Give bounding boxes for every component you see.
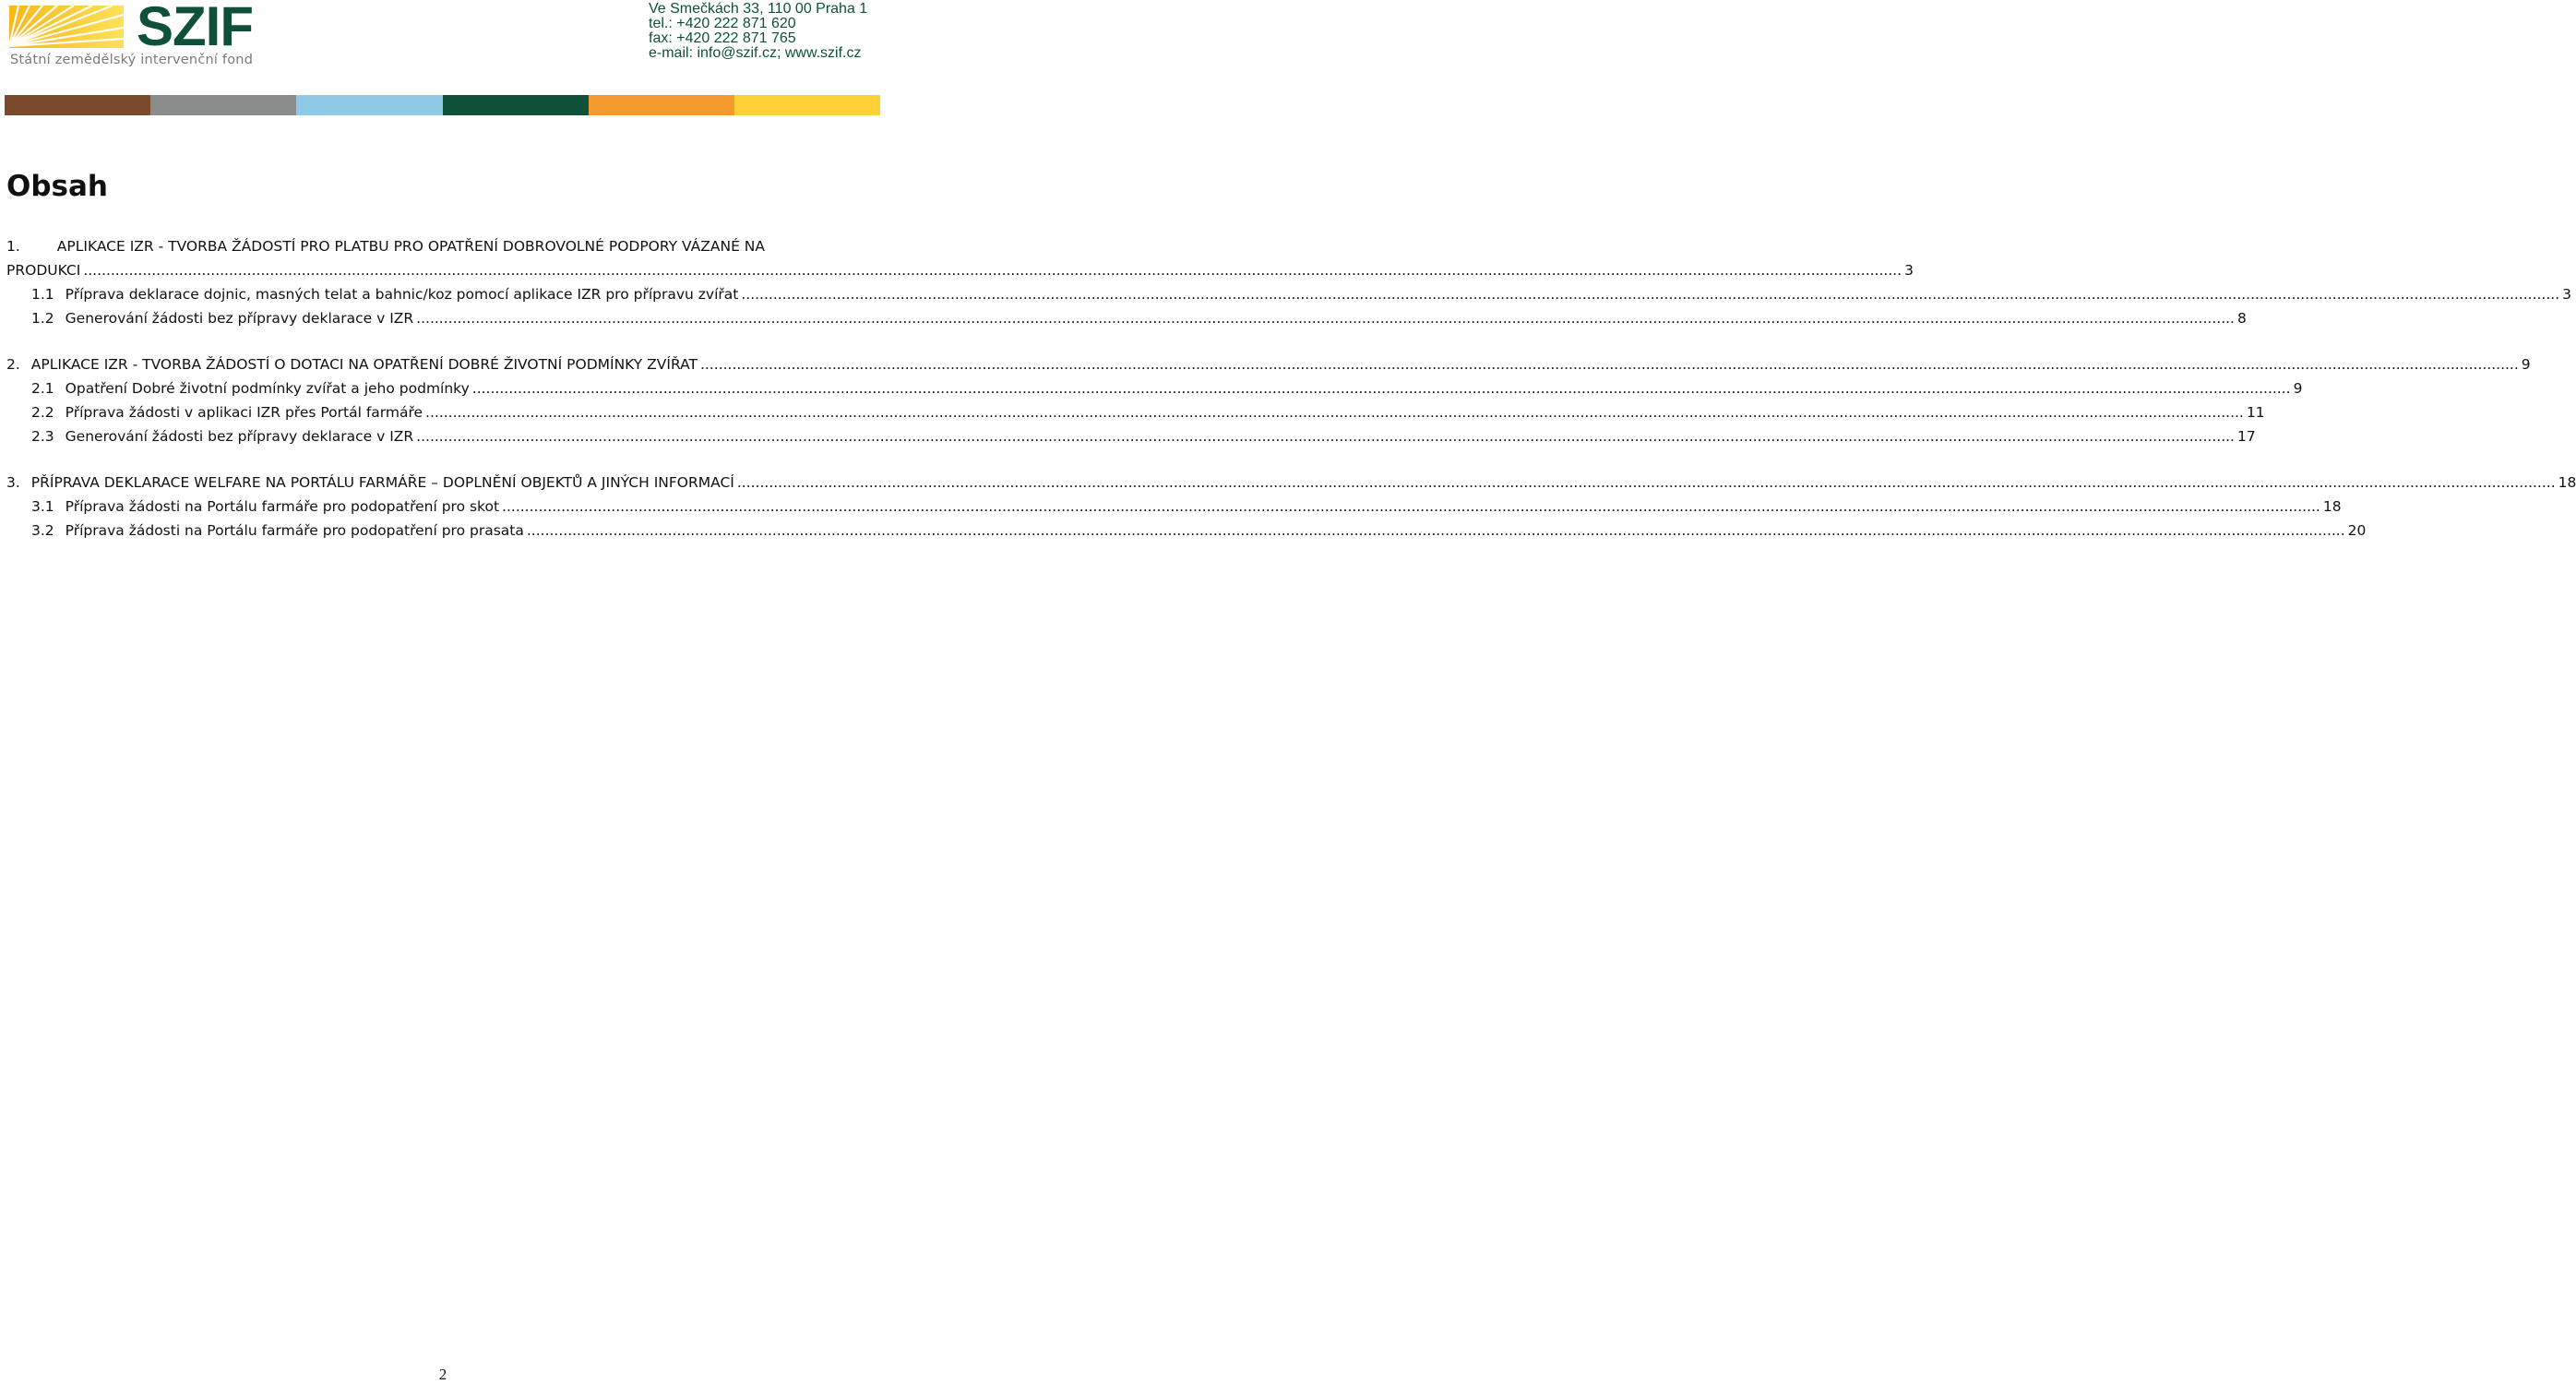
toc-entry[interactable] — [31, 426, 2256, 447]
toc-entry-page: 11 — [2246, 404, 2265, 421]
toc-entry-number: 2.3 — [31, 428, 54, 445]
toc-entry-title: Generování žádosti bez přípravy deklarace v IZR — [65, 310, 414, 327]
toc-entry-number: 3. — [6, 474, 20, 491]
band-segment — [589, 95, 734, 115]
color-band — [5, 95, 880, 115]
toc-leader-dots: ................................................................................................................................................................................................................................................................................................................................................................................................................ — [502, 498, 2320, 515]
toc-entry-page: 3 — [1904, 262, 1914, 279]
toc-leader-dots: ................................................................................................................................................................................................................................................................................................................................................................................................................ — [741, 286, 2560, 303]
toc-entry-title: PRODUKCI — [6, 262, 81, 279]
toc-entry-page: 17 — [2236, 428, 2256, 445]
toc-leader-dots: ................................................................................................................................................................................................................................................................................................................................................................................................................ — [416, 428, 2235, 445]
contact-address: Ve Smečkách 33, 110 00 Praha 1 — [649, 1, 868, 17]
contact-phone: tel.: +420 222 871 620 — [649, 16, 796, 31]
toc-entry[interactable] — [6, 354, 2531, 375]
toc-entry-number: 2.2 — [31, 404, 54, 421]
toc-entry[interactable] — [31, 520, 2367, 541]
toc-entry-title: APLIKACE IZR - TVORBA ŽÁDOSTÍ O DOTACI NA OPATŘENÍ DOBRÉ ŽIVOTNÍ PODMÍNKY ZVÍŘAT — [30, 356, 698, 373]
toc-entry-page: 8 — [2236, 310, 2247, 327]
toc-entry-title: Generování žádosti bez přípravy deklarace v IZR — [65, 428, 414, 445]
toc-entry-title: Příprava žádosti na Portálu farmáře pro podopatření pro prasata — [65, 522, 524, 539]
band-segment — [150, 95, 296, 115]
toc-entry-number: 3.1 — [31, 498, 54, 515]
toc-entry-page: 9 — [2293, 380, 2303, 397]
toc-entry[interactable] — [31, 284, 2572, 304]
page-number: 2 — [438, 1366, 447, 1383]
toc-leader-dots: ................................................................................................................................................................................................................................................................................................................................................................................................................ — [526, 522, 2345, 539]
toc-leader-dots: ................................................................................................................................................................................................................................................................................................................................................................................................................ — [416, 310, 2235, 327]
toc-title: Obsah — [6, 170, 108, 203]
toc-entry-number: 2.1 — [31, 380, 54, 397]
toc-leader-dots: ................................................................................................................................................................................................................................................................................................................................................................................................................ — [425, 404, 2244, 421]
toc-entry-page: 20 — [2347, 522, 2367, 539]
toc-entry[interactable] — [31, 308, 2247, 328]
toc-entry-title: Opatření Dobré životní podmínky zvířat a jeho podmínky — [65, 380, 470, 397]
page-header — [0, 0, 886, 83]
toc-entry-number: 1.2 — [31, 310, 54, 327]
band-segment — [296, 95, 442, 115]
toc-entry-page: 18 — [2558, 474, 2576, 491]
toc-entry-number: 2. — [6, 356, 20, 373]
toc-entry-page: 9 — [2521, 356, 2531, 373]
toc-entry[interactable] — [31, 378, 2303, 399]
contact-fax: fax: +420 222 871 765 — [649, 30, 796, 46]
toc-entry-title: Příprava deklarace dojnic, masných telat a bahnic/koz pomocí aplikace IZR pro přípravu zvířat — [65, 286, 739, 303]
toc-entry[interactable] — [31, 402, 2265, 423]
toc-entry-number: 1. — [6, 238, 20, 255]
toc-entry-title: Příprava žádosti na Portálu farmáře pro podopatření pro skot — [65, 498, 500, 515]
logo-subtitle: Státní zemědělský intervenční fond — [10, 53, 254, 67]
logo-wordmark: SZIF — [137, 0, 253, 57]
band-segment — [443, 95, 589, 115]
toc-entry[interactable] — [6, 260, 1914, 280]
toc-entry[interactable] — [6, 472, 2576, 493]
toc-entry-page: 18 — [2322, 498, 2342, 515]
field-rays-icon — [9, 6, 124, 48]
toc-leader-dots: ................................................................................................................................................................................................................................................................................................................................................................................................................ — [736, 474, 2556, 491]
contact-email: e-mail: info@szif.cz; www.szif.cz — [649, 45, 862, 61]
toc-entry-number: 3.2 — [31, 522, 54, 539]
toc-entry-number: 1.1 — [31, 286, 54, 303]
band-segment — [5, 95, 150, 115]
toc-entry[interactable] — [6, 236, 829, 257]
band-segment — [734, 95, 880, 115]
contact-block — [649, 2, 867, 61]
toc-entry-title: Příprava žádosti v aplikaci IZR přes Portál farmáře — [65, 404, 423, 421]
toc-leader-dots: ................................................................................................................................................................................................................................................................................................................................................................................................................ — [83, 262, 1902, 279]
toc-entry[interactable] — [31, 496, 2342, 517]
toc-entry-title: APLIKACE IZR - TVORBA ŽÁDOSTÍ PRO PLATBU PRO OPATŘENÍ DOBROVOLNÉ PODPORY VÁZANÉ NA — [56, 238, 766, 255]
toc-leader-dots: ................................................................................................................................................................................................................................................................................................................................................................................................................ — [699, 356, 2519, 373]
toc-entry-page: 3 — [2562, 286, 2572, 303]
toc-entry-title: PŘÍPRAVA DEKLARACE WELFARE NA PORTÁLU FARMÁŘE – DOPLNĚNÍ OBJEKTŮ A JINÝCH INFORMACÍ — [30, 474, 734, 491]
toc-leader-dots: ................................................................................................................................................................................................................................................................................................................................................................................................................ — [471, 380, 2291, 397]
szif-logo — [7, 2, 256, 72]
